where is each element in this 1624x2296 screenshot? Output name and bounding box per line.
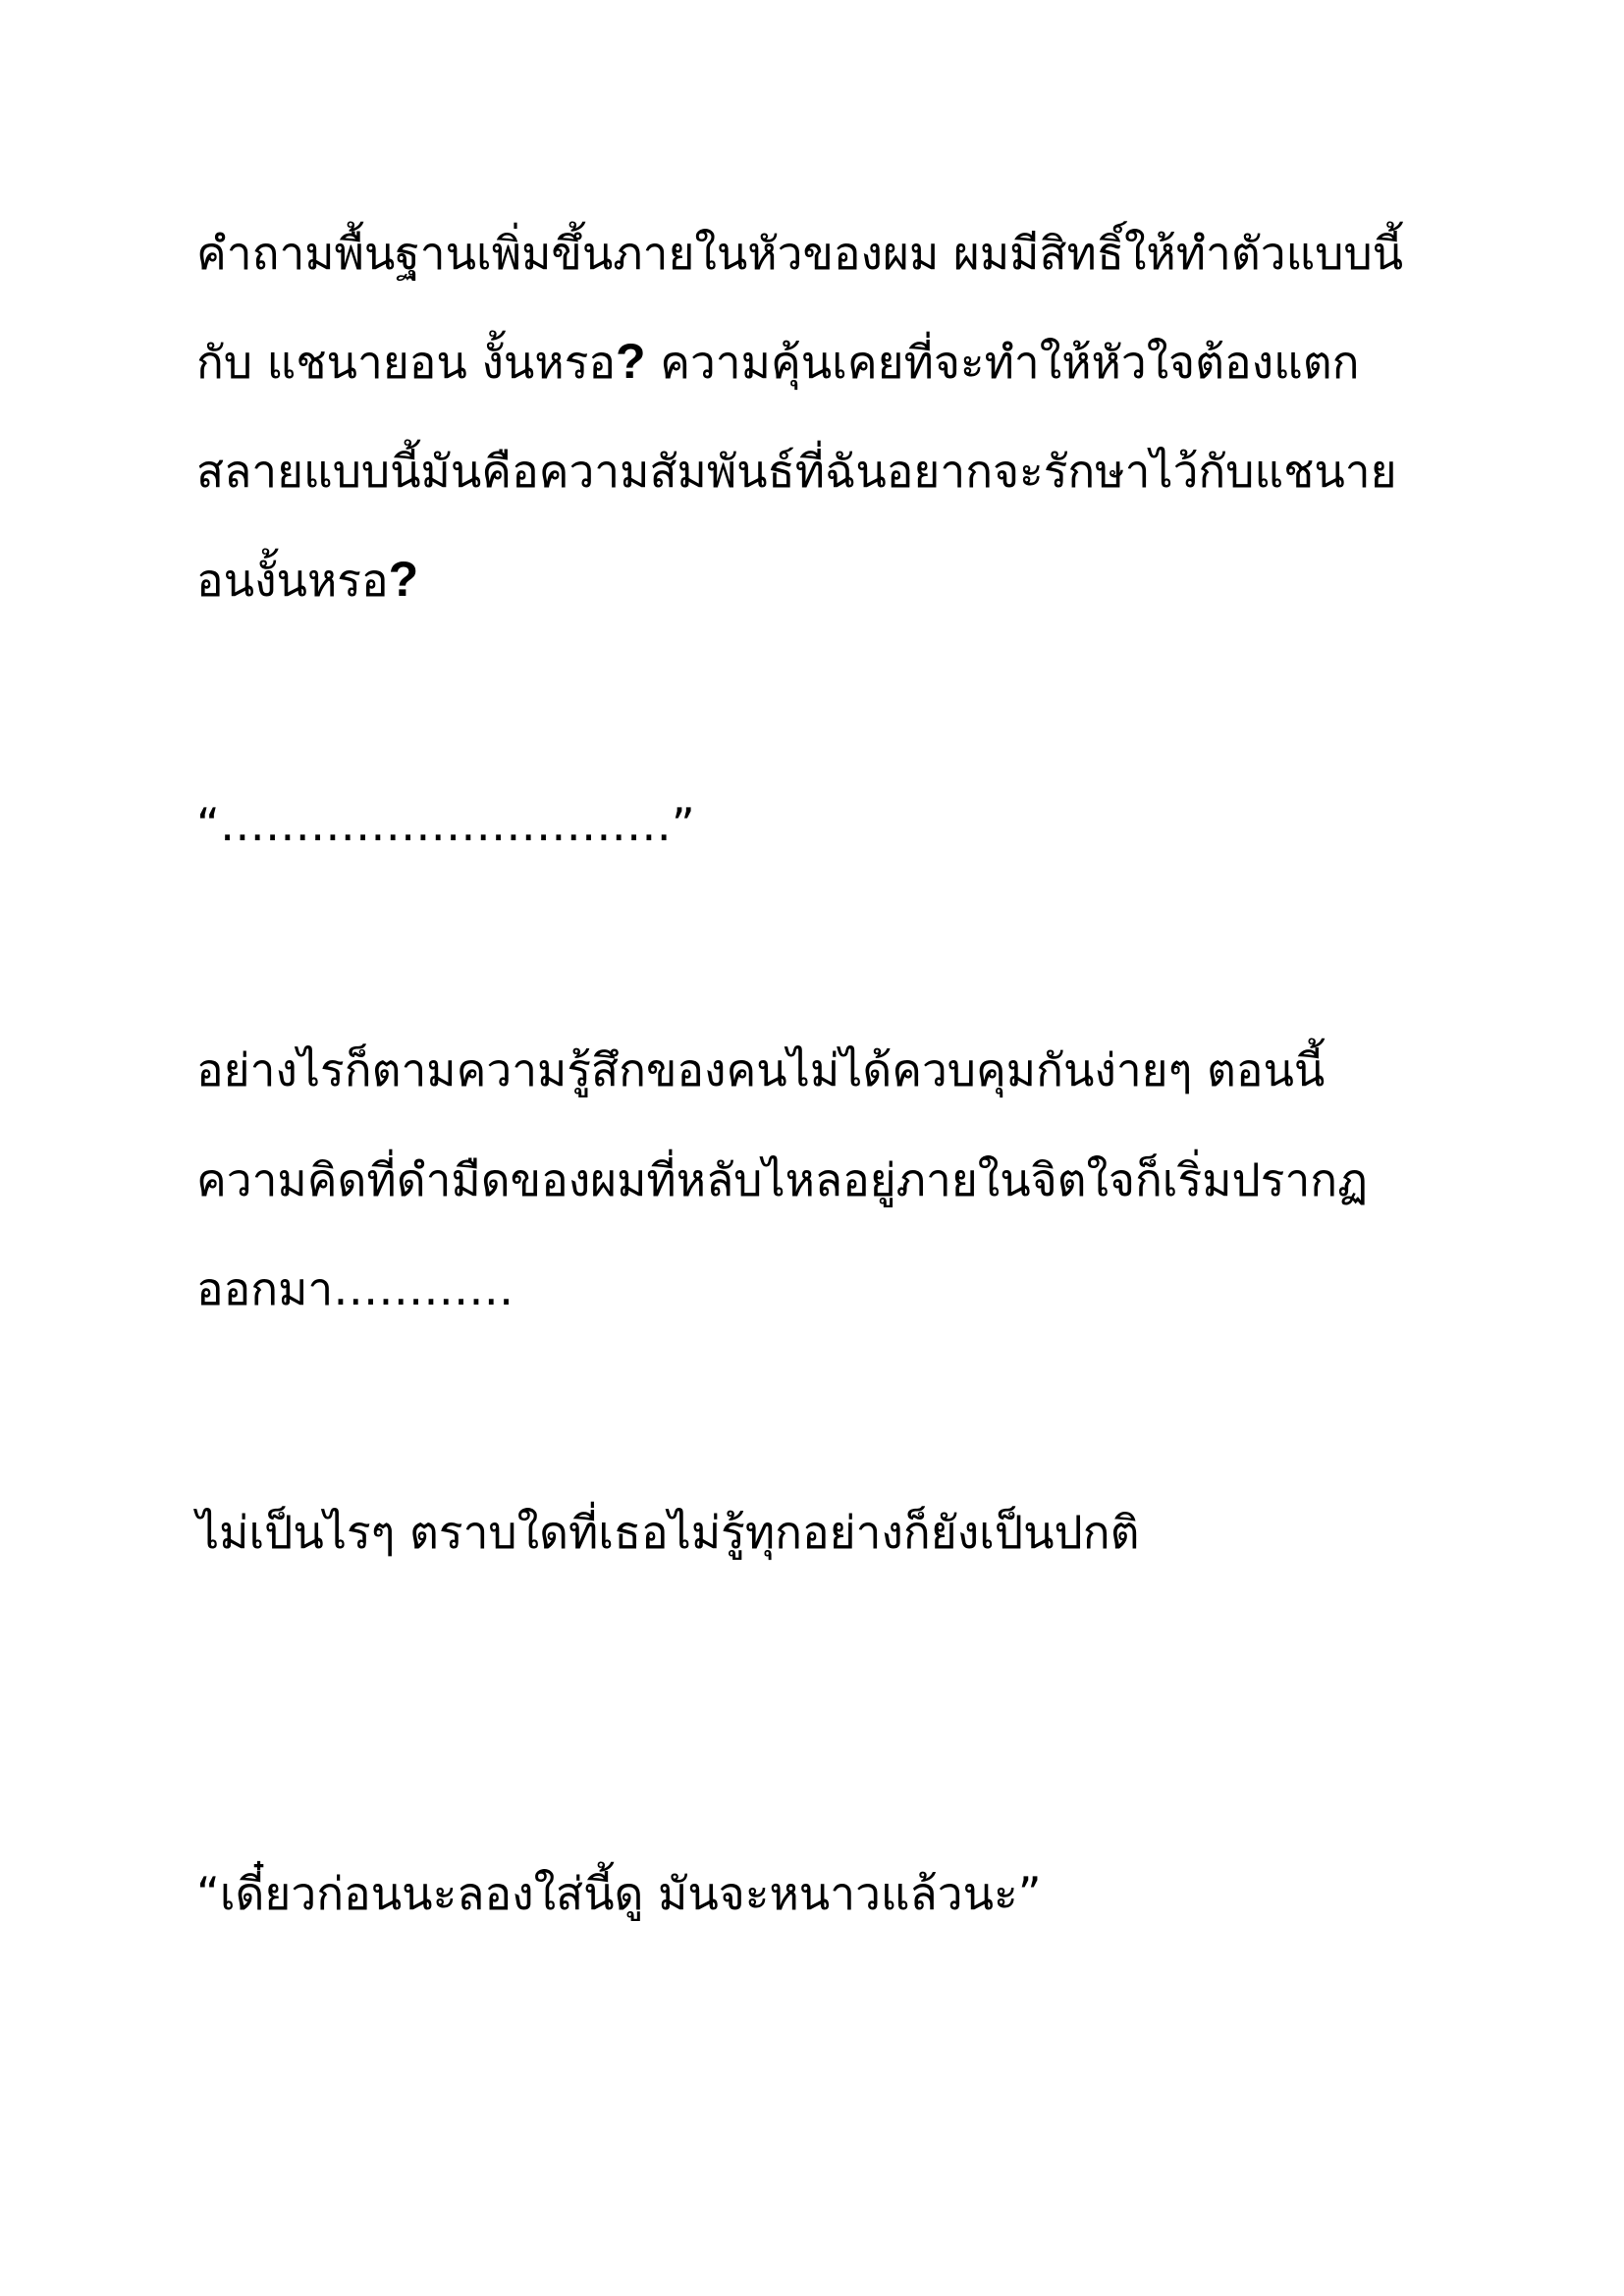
paragraph-2-line-1: “…………………………” (196, 798, 695, 851)
paragraph-1-line-2-text-b: ความคุ้นเคยที่จะทำให้หัวใจต้องแตก (645, 336, 1360, 389)
paragraph-5-line-1: “เดี๋ยวก่อนนะลองใส่นี้ดู มันจะหนาวแล้วนะ” (196, 1867, 1042, 1920)
paragraph-1-line-4 (196, 550, 418, 610)
paragraph-3-line-3: ออกมา………… (196, 1262, 514, 1315)
paragraph-1-line-2 (196, 332, 1359, 392)
paragraph-4-line-1: ไม่เป็นไรๆ ตราบใดที่เธอไม่รู้ทุกอย่างก็ยังเป็นปกติ (196, 1506, 1140, 1559)
question-mark: ? (388, 552, 419, 607)
paragraph-1-line-4-text: อนงั้นหรอ (196, 554, 389, 607)
paragraph-1-line-1: คำถามพื้นฐานเพิ่มขึ้นภายในหัวของผม ผมมีสิทธิ์ให้ทำตัวแบบนี้ (196, 227, 1404, 280)
paragraph-3-line-1: อย่างไรก็ตามความรู้สึกของคนไม่ได้ควบคุมกันง่ายๆ ตอนนี้ (196, 1043, 1326, 1096)
paragraph-1-line-2-text-a: กับ แชนายอน งั้นหรอ (196, 336, 617, 389)
question-mark: ? (616, 334, 646, 389)
paragraph-1-line-3: สลายแบบนี้มันคือความสัมพันธ์ที่ฉันอยากจะรักษาไว้กับแชนาย (196, 445, 1397, 498)
paragraph-3-line-2: ความคิดที่ดำมืดของผมที่หลับไหลอยู่ภายในจิตใจก็เริ่มปรากฏ (196, 1153, 1369, 1206)
